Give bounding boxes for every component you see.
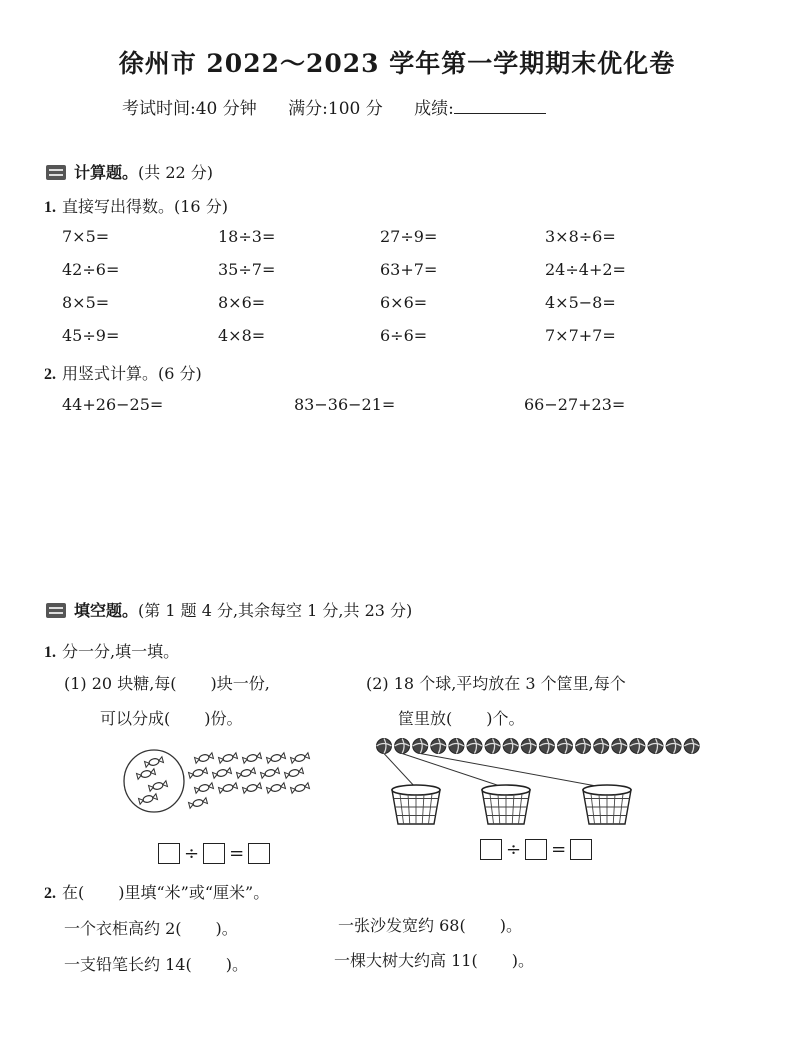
ball-icon bbox=[431, 739, 446, 754]
link-line bbox=[420, 754, 607, 789]
candy-icon bbox=[218, 783, 237, 794]
s2-q1-part2-line2: 筐里放( )个。 bbox=[398, 709, 525, 728]
ball-icon bbox=[413, 739, 428, 754]
basket-icon bbox=[583, 785, 631, 824]
calc-item: 8×5= bbox=[62, 293, 110, 312]
ball-icon bbox=[630, 739, 645, 754]
candy-icon bbox=[188, 798, 207, 809]
ball-icon bbox=[594, 739, 609, 754]
candy-icon bbox=[242, 783, 261, 794]
unit-item: 一支铅笔长约 14( )。 bbox=[64, 955, 248, 974]
candy-icon bbox=[194, 783, 213, 794]
candy-icon bbox=[138, 794, 157, 805]
calc-item: 6÷6= bbox=[380, 326, 428, 345]
section-marker-icon bbox=[46, 165, 66, 180]
candy-icon bbox=[290, 753, 309, 764]
ball-basket-illustration bbox=[370, 734, 700, 834]
s2-q1-heading: 1. 分一分,填一填。 bbox=[44, 642, 180, 661]
exam-time: 考试时间:40 分钟 bbox=[122, 99, 257, 119]
candy-icon bbox=[218, 753, 237, 764]
candy-icon bbox=[236, 768, 255, 779]
calc-item: 42÷6= bbox=[62, 260, 120, 279]
ball-icon bbox=[648, 739, 663, 754]
candy-icon bbox=[188, 768, 207, 779]
candy-icon bbox=[144, 757, 163, 768]
candy-icon bbox=[266, 753, 285, 764]
candy-icon bbox=[290, 783, 309, 794]
page-title: 徐州市 2022～2023 学年第一学期期末优化卷 bbox=[118, 49, 676, 78]
answer-box[interactable] bbox=[203, 843, 225, 864]
candy-division-formula: ÷ = bbox=[158, 842, 270, 864]
ball-icon bbox=[395, 739, 410, 754]
link-line bbox=[402, 754, 506, 789]
ball-icon bbox=[449, 739, 464, 754]
unit-item: 一棵大树大约高 11( )。 bbox=[334, 951, 534, 970]
answer-box[interactable] bbox=[480, 839, 502, 860]
candy-illustration bbox=[120, 742, 320, 820]
candy-icon bbox=[242, 753, 261, 764]
s2-q1-part1-line1: (1) 20 块糖,每( )块一份, bbox=[64, 674, 270, 693]
section1-score: (共 22 分) bbox=[138, 163, 214, 182]
unit-item: 一个衣柜高约 2( )。 bbox=[64, 919, 238, 938]
calc-item: 6×6= bbox=[380, 293, 428, 312]
score-label: 成绩: bbox=[414, 99, 454, 119]
ball-icon bbox=[539, 739, 554, 754]
calc-item: 4×8= bbox=[218, 326, 266, 345]
ball-icon bbox=[485, 739, 500, 754]
vertical-calc-item: 66−27+23= bbox=[524, 395, 626, 414]
candy-icon bbox=[212, 768, 231, 779]
ball-icon bbox=[503, 739, 518, 754]
basket-icon bbox=[392, 785, 440, 824]
s2-q1-part1-line2: 可以分成( )份。 bbox=[100, 709, 243, 728]
calc-item: 35÷7= bbox=[218, 260, 276, 279]
calc-item: 63+7= bbox=[380, 260, 438, 279]
calc-item: 27÷9= bbox=[380, 227, 438, 246]
candy-icon bbox=[194, 753, 213, 764]
calc-item: 18÷3= bbox=[218, 227, 276, 246]
calc-item: 4×5−8= bbox=[545, 293, 616, 312]
answer-box[interactable] bbox=[248, 843, 270, 864]
candy-icon bbox=[136, 769, 155, 780]
ball-icon bbox=[612, 739, 627, 754]
basket-icon bbox=[482, 785, 530, 824]
exam-info bbox=[122, 94, 572, 119]
section1-heading: 计算题。(共 22 分) bbox=[46, 160, 213, 183]
s1-q2-heading: 2. 用竖式计算。(6 分) bbox=[44, 364, 202, 383]
ball-icon bbox=[467, 739, 482, 754]
ball-division-formula: ÷ = bbox=[480, 838, 592, 860]
ball-icon bbox=[521, 739, 536, 754]
candy-icon bbox=[260, 768, 279, 779]
ball-icon bbox=[558, 739, 573, 754]
unit-item: 一张沙发宽约 68( )。 bbox=[338, 916, 522, 935]
calc-item: 7×7+7= bbox=[545, 326, 616, 345]
calc-item: 3×8÷6= bbox=[545, 227, 616, 246]
section-marker-icon bbox=[46, 603, 66, 618]
vertical-calc-item: 83−36−21= bbox=[294, 395, 396, 414]
candy-icon bbox=[284, 768, 303, 779]
calc-item: 45÷9= bbox=[62, 326, 120, 345]
full-score: 满分:100 分 bbox=[288, 99, 383, 119]
score-blank[interactable] bbox=[454, 99, 546, 114]
s1-q1-heading: 1. 直接写出得数。(16 分) bbox=[44, 197, 228, 216]
s2-q1-part2-line1: (2) 18 个球,平均放在 3 个筐里,每个 bbox=[366, 674, 626, 693]
calc-item: 24÷4+2= bbox=[545, 260, 626, 279]
answer-box[interactable] bbox=[158, 843, 180, 864]
answer-box[interactable] bbox=[525, 839, 547, 860]
candy-icon bbox=[148, 781, 167, 792]
calc-item: 7×5= bbox=[62, 227, 110, 246]
section2-score: (第 1 题 4 分,其余每空 1 分,共 23 分) bbox=[138, 601, 413, 620]
ball-icon bbox=[666, 739, 681, 754]
ball-icon bbox=[576, 739, 591, 754]
ball-icon bbox=[377, 739, 392, 754]
s2-q2-heading: 2. 在( )里填“米”或“厘米”。 bbox=[44, 883, 270, 902]
calc-item: 8×6= bbox=[218, 293, 266, 312]
link-line bbox=[384, 754, 416, 789]
answer-box[interactable] bbox=[570, 839, 592, 860]
candy-icon bbox=[266, 783, 285, 794]
vertical-calc-item: 44+26−25= bbox=[62, 395, 164, 414]
ball-icon bbox=[684, 739, 699, 754]
section2-heading: 填空题。(第 1 题 4 分,其余每空 1 分,共 23 分) bbox=[46, 598, 412, 621]
